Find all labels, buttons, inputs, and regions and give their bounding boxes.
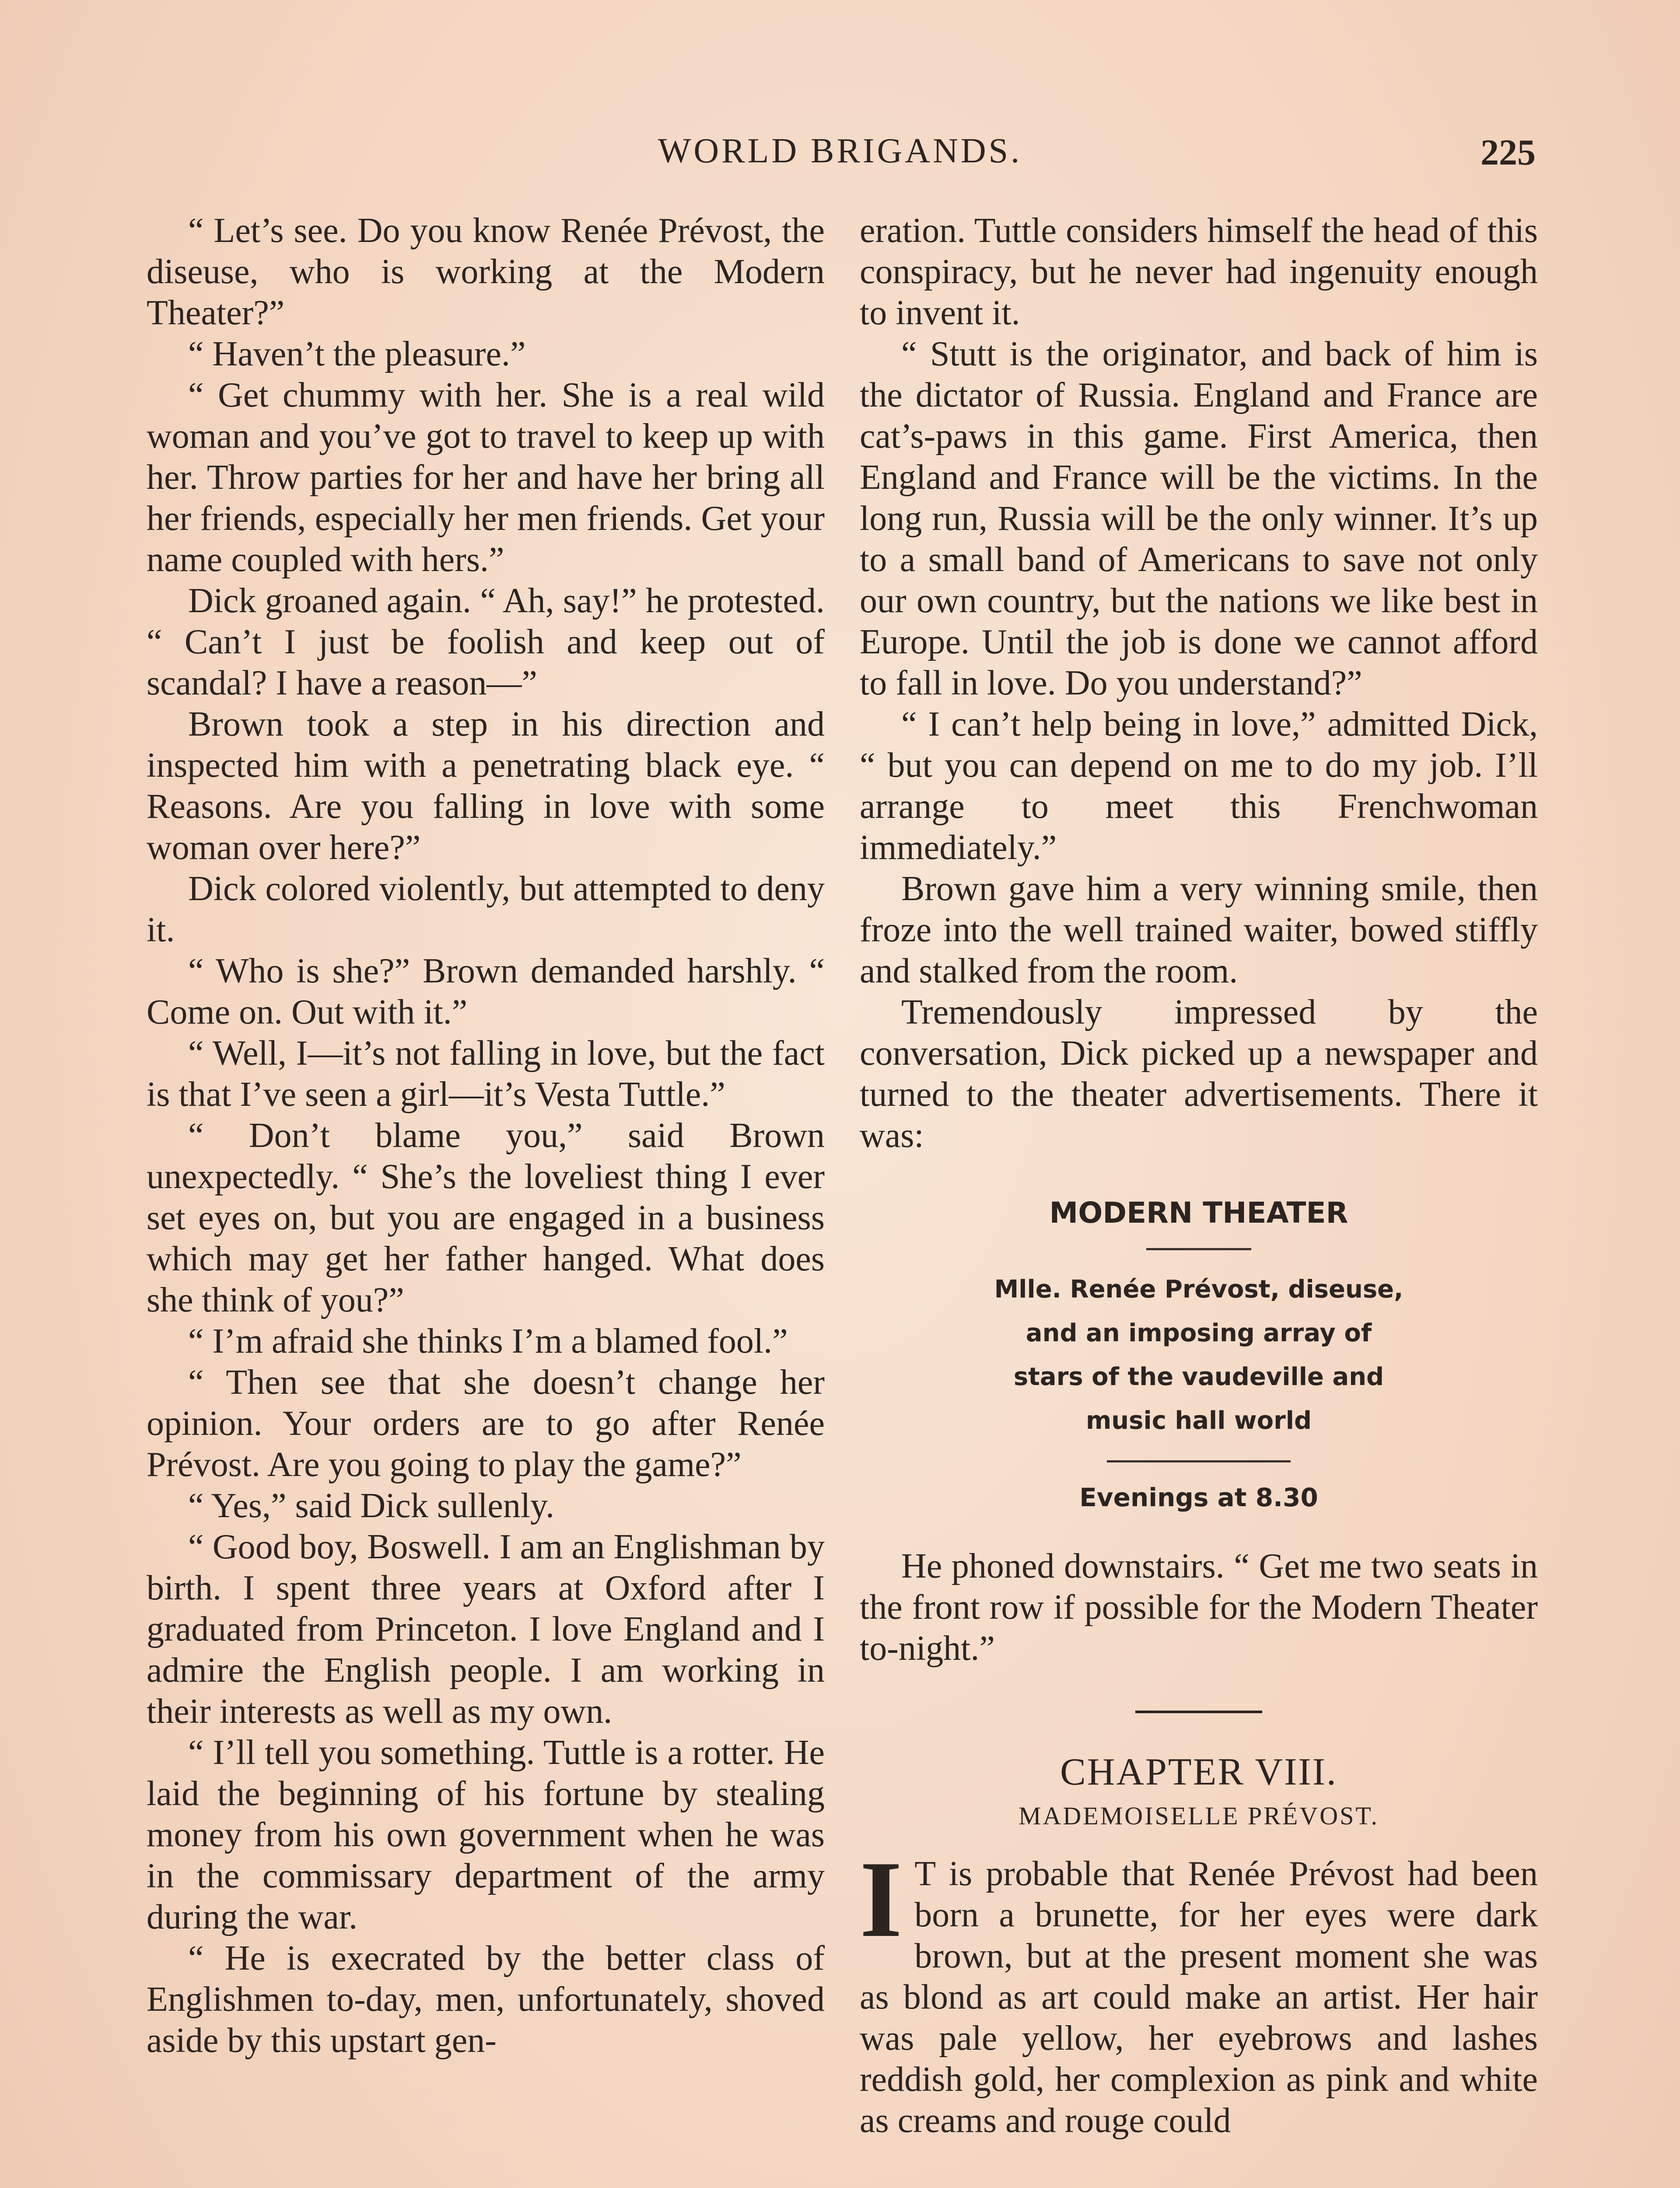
paragraph: “ Then see that she doesn’t change her opinion. Your orders are to go after Renée Prévost. Are you going to play the game?” bbox=[147, 1363, 825, 1484]
paragraph: He phoned downstairs. “ Get me two seats in the front row if possible for the Modern Theater to-night.” bbox=[860, 1547, 1538, 1668]
ad-line: music hall world bbox=[1085, 1406, 1312, 1435]
page-number: 225 bbox=[1480, 132, 1536, 173]
theater-advertisement bbox=[860, 1196, 1538, 1515]
paragraph: “ Let’s see. Do you know Renée Prévost, the diseuse, who is working at the Modern Theater?” bbox=[147, 211, 825, 332]
paragraph: “ Well, I—it’s not falling in love, but the fact is that I’ve seen a girl—it’s Vesta Tuttle.” bbox=[147, 1034, 825, 1114]
paragraph: “ I can’t help being in love,” admitted Dick, “ but you can depend on me to do my job. I’ll arrange to meet this Frenchwoman immediately.” bbox=[860, 705, 1538, 867]
paragraph: “ Don’t blame you,” said Brown unexpectedly. “ She’s the loveliest thing I ever set eyes on, but you are engaged in a business which may get her father hanged. What does she think of you?” bbox=[147, 1116, 825, 1319]
paragraph: Dick colored violently, but attempted to deny it. bbox=[147, 870, 825, 949]
paragraph: “ Get chummy with her. She is a real wild woman and you’ve got to travel to keep up with her. Throw parties for her and have her bring all her friends, especially her men friends. Get your name coupled with hers.” bbox=[147, 376, 825, 579]
ad-line: Mlle. Renée Prévost, diseuse, bbox=[994, 1275, 1404, 1304]
ad-evenings: Evenings at 8.30 bbox=[1079, 1483, 1318, 1512]
paragraph: “ Haven’t the pleasure.” bbox=[188, 335, 526, 373]
paragraph: Tremendously impressed by the conversation, Dick picked up a newspaper and turned to the theater advertisements. There it was: bbox=[860, 993, 1538, 1155]
ad-line: and an imposing array of bbox=[1026, 1319, 1372, 1347]
paragraph-continuation: eration. Tuttle considers himself the head of this conspiracy, but he never had ingenuity enough to invent it. bbox=[860, 211, 1538, 332]
paragraph: “ I’m afraid she thinks I’m a blamed fool.” bbox=[188, 1322, 788, 1360]
paragraph: “ Who is she?” Brown demanded harshly. “ Come on. Out with it.” bbox=[147, 952, 825, 1031]
chapter-opening bbox=[860, 1839, 1538, 2141]
left-column bbox=[147, 210, 825, 2061]
chapter-heading: CHAPTER VIII. bbox=[1060, 1751, 1337, 1793]
paragraph: Brown gave him a very winning smile, then froze into the well trained waiter, bowed stiffly and stalked from the room. bbox=[860, 870, 1538, 990]
paragraph: “ He is execrated by the better class of Englishmen to-day, men, unfortunately, shoved aside by this upstart gen- bbox=[147, 1939, 825, 2060]
paragraph: Brown took a step in his direction and inspected him with a penetrating black eye. “ Reasons. Are you falling in love with some woman over here?” bbox=[147, 705, 825, 867]
paragraph: Dick groaned again. “ Ah, say!” he protested. “ Can’t I just be foolish and keep out of scandal? I have a reason—” bbox=[147, 582, 825, 702]
paragraph: “ Yes,” said Dick sullenly. bbox=[188, 1487, 554, 1525]
drop-cap: I bbox=[860, 1839, 903, 1960]
right-column bbox=[860, 210, 1538, 2141]
paragraph: “ Good boy, Boswell. I am an Englishman by birth. I spent three years at Oxford after I graduated from Princeton. I love England and I admire the English people. I am working in their interests as well as my own. bbox=[147, 1528, 825, 1731]
chapter-opening-text: T is probable that Renée Prévost had been born a brunette, for her eyes were dark brown, but at the present moment she was as blond as art could make an artist. Her hair was pale yellow, her eyebrows and lashes reddish gold, her complexion as pink and white as creams and rouge could bbox=[860, 1855, 1538, 2140]
paragraph: “ Stutt is the originator, and back of him is the dictator of Russia. England and France are cat’s-paws in this game. First America, then England and France will be the victims. In the long run, Russia will be the only winner. It’s up to a small band of Americans to save not only our own country, but the nations we like best in Europe. Until the job is done we cannot afford to fall in love. Do you understand?” bbox=[860, 335, 1538, 702]
ad-divider bbox=[1146, 1248, 1251, 1250]
running-title: WORLD BRIGANDS. bbox=[658, 132, 1022, 170]
ad-title: MODERN THEATER bbox=[1049, 1196, 1348, 1230]
paragraph: “ I’ll tell you something. Tuttle is a rotter. He laid the beginning of his fortune by stealing money from his own government when he was in the commissary department of the army during the war. bbox=[147, 1733, 825, 1936]
page-header bbox=[144, 131, 1536, 179]
ad-line: stars of the vaudeville and bbox=[1013, 1363, 1384, 1391]
ad-divider bbox=[1107, 1460, 1291, 1462]
chapter-subtitle: MADEMOISELLE PRÉVOST. bbox=[1018, 1802, 1379, 1830]
chapter-divider bbox=[1135, 1711, 1262, 1713]
